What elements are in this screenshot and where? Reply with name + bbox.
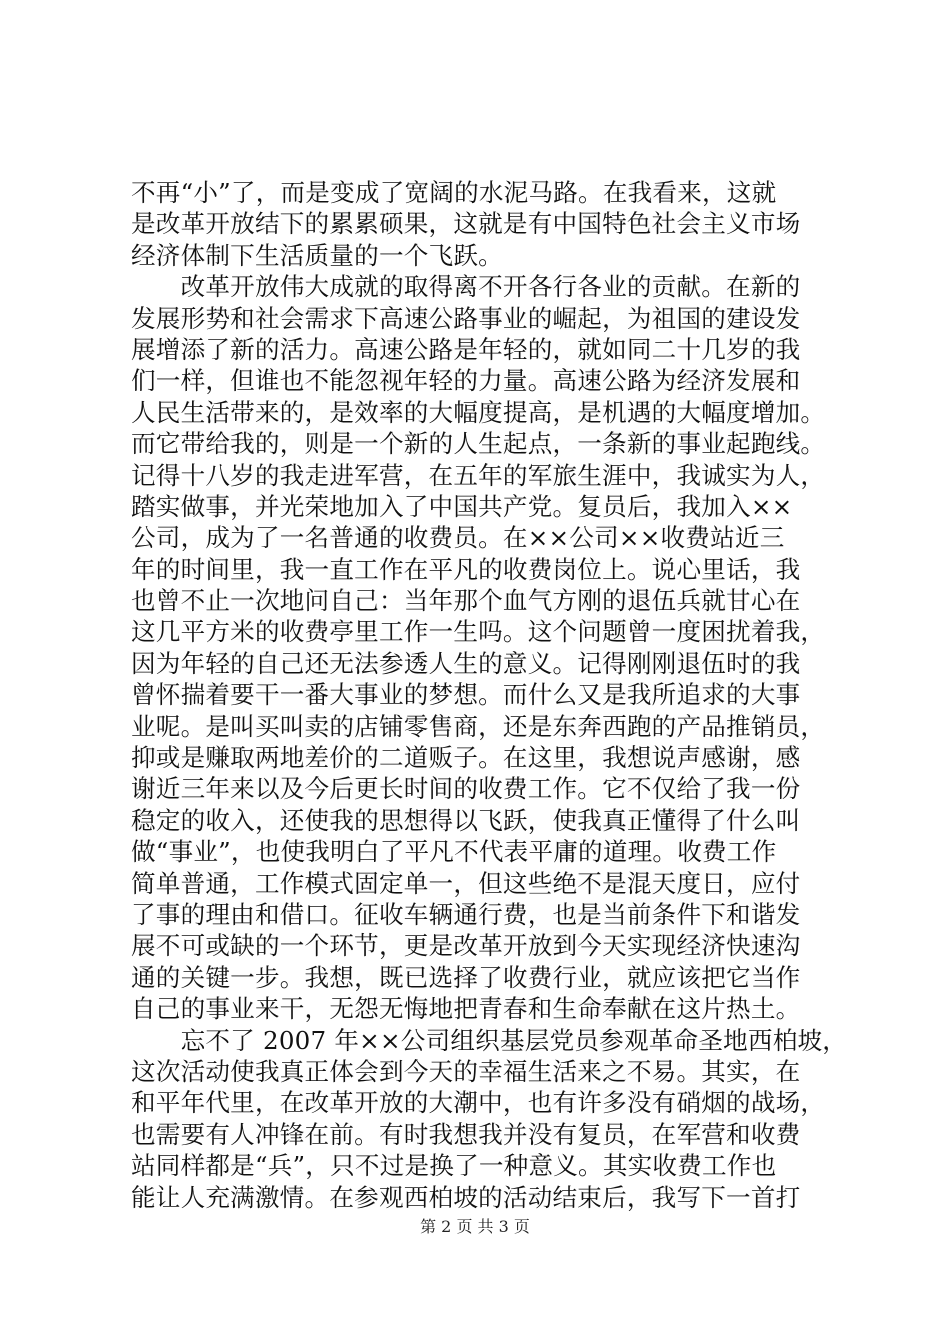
text-line: 和平年代里，在改革开放的大潮中，也有许多没有硝烟的战场， (131, 1088, 826, 1118)
text-line: 能让人充满激情。在参观西柏坡的活动结束后，我写下一首打 (131, 1182, 801, 1212)
text-line: 这几平方米的收费亭里工作一生吗。这个问题曾一度困扰着我， (131, 617, 826, 647)
text-line: 人民生活带来的，是效率的大幅度提高，是机遇的大幅度增加。 (131, 397, 826, 427)
text-line: 站同样都是“兵”，只不过是换了一种意义。其实收费工作也 (131, 1151, 777, 1181)
text-line: 展增添了新的活力。高速公路是年轻的，就如同二十几岁的我 (131, 334, 801, 364)
text-line: 做“事业”，也使我明白了平凡不代表平庸的道理。收费工作 (131, 837, 777, 867)
text-line: 们一样，但谁也不能忽视年轻的力量。高速公路为经济发展和 (131, 366, 801, 396)
text-line: 也曾不止一次地问自己：当年那个血气方刚的退伍兵就甘心在 (131, 586, 801, 616)
text-line: 而它带给我的，则是一个新的人生起点，一条新的事业起跑线。 (131, 429, 826, 459)
text-line: 因为年轻的自己还无法参透人生的意义。记得刚刚退伍时的我 (131, 648, 801, 678)
text-line: 业呢。是叫买叫卖的店铺零售商，还是东奔西跑的产品推销员， (131, 711, 826, 741)
text-line: 发展形势和社会需求下高速公路事业的崛起，为祖国的建设发 (131, 303, 801, 333)
text-line: 曾怀揣着要干一番大事业的梦想。而什么又是我所追求的大事 (131, 680, 801, 710)
text-line: 自己的事业来干，无怨无悔地把青春和生命奉献在这片热土。 (131, 994, 801, 1024)
text-line: 年的时间里，我一直工作在平凡的收费岗位上。说心里话，我 (131, 554, 801, 584)
text-line: 通的关键一步。我想，既已选择了收费行业，就应该把它当作 (131, 962, 801, 992)
page-number-label: 第 2 页 共 3 页 (420, 1217, 530, 1236)
text-line: 经济体制下生活质量的一个飞跃。 (131, 240, 503, 270)
text-line: 抑或是赚取两地差价的二道贩子。在这里，我想说声感谢，感 (131, 743, 801, 773)
text-line: 简单普通，工作模式固定单一，但这些绝不是混天度日，应付 (131, 868, 801, 898)
text-line: 不再“小”了，而是变成了宽阔的水泥马路。在我看来，这就 (131, 178, 777, 207)
text-line: 也需要有人冲锋在前。有时我想我并没有复员，在军营和收费 (131, 1119, 801, 1149)
text-line: 谢近三年来以及今后更长时间的收费工作。它不仅给了我一份 (131, 774, 801, 804)
text-line: 忘不了 2007 年××公司组织基层党员参观革命圣地西柏坡， (131, 1025, 848, 1055)
text-line: 是改革开放结下的累累硕果，这就是有中国特色社会主义市场 (131, 209, 801, 239)
text-line: 展不可或缺的一个环节，更是改革开放到今天实现经济快速沟 (131, 931, 801, 961)
text-line: 公司，成为了一名普通的收费员。在××公司××收费站近三 (131, 523, 785, 553)
text-line: 了事的理由和借口。征收车辆通行费，也是当前条件下和谐发 (131, 899, 801, 929)
text-line: 记得十八岁的我走进军营，在五年的军旅生涯中，我诚实为人， (131, 460, 826, 490)
text-line: 改革开放伟大成就的取得离不开各行各业的贡献。在新的 (131, 272, 801, 302)
body-text (131, 177, 848, 1213)
text-line: 稳定的收入，还使我的思想得以飞跃，使我真正懂得了什么叫 (131, 805, 801, 835)
page-footer (0, 1217, 950, 1237)
text-line: 这次活动使我真正体会到今天的幸福生活来之不易。其实，在 (131, 1056, 801, 1086)
text-line: 踏实做事，并光荣地加入了中国共产党。复员后，我加入×× (131, 491, 793, 521)
